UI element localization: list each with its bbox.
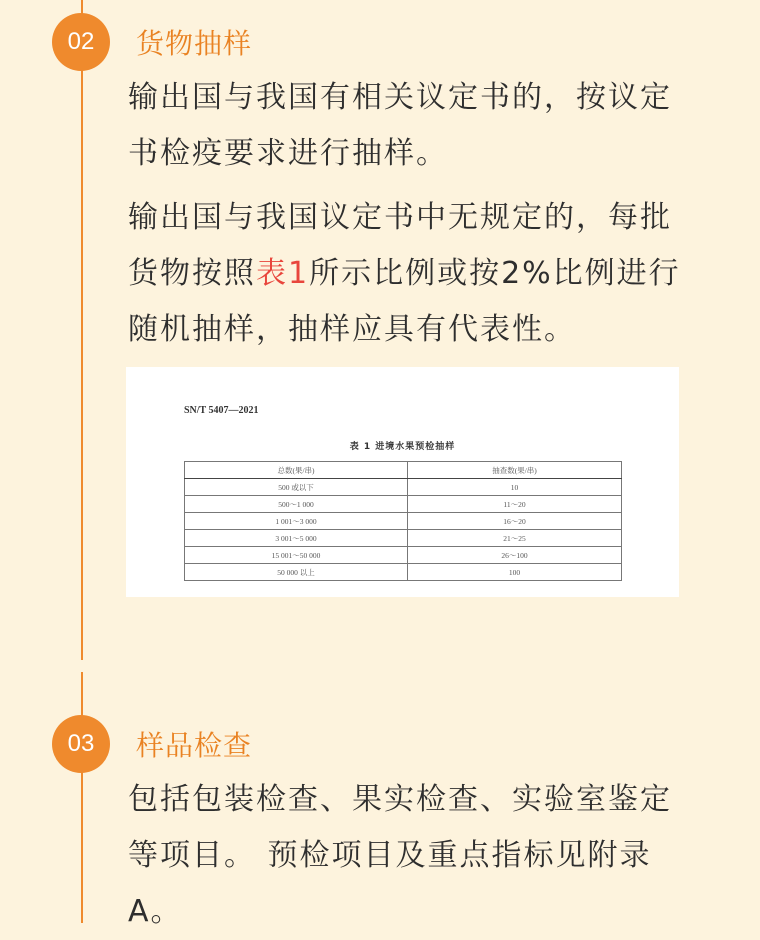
- table-cell: 15 001～50 000: [185, 547, 408, 564]
- table-cell: 1 001～3 000: [185, 513, 408, 530]
- table-cell: 26～100: [408, 547, 622, 564]
- standard-code: SN/T 5407—2021: [184, 405, 259, 416]
- table-header-row: [185, 462, 622, 479]
- table-header-cell: 总数(果/串): [185, 462, 408, 479]
- table-row: [185, 479, 622, 496]
- table-header-cell: 抽查数(果/串): [408, 462, 622, 479]
- table-cell: 10: [408, 479, 622, 496]
- table-cell: 500 或以下: [185, 479, 408, 496]
- table-row: [185, 547, 622, 564]
- paragraph: [128, 772, 688, 940]
- table-cell: 21～25: [408, 530, 622, 547]
- table-row: [185, 496, 622, 513]
- section-heading: 样品检查: [136, 729, 253, 762]
- table-row: [185, 564, 622, 581]
- table-cell: 50 000 以上: [185, 564, 408, 581]
- table-cell: 11～20: [408, 496, 622, 513]
- sampling-table: [184, 461, 622, 581]
- table-cell: 100: [408, 564, 622, 581]
- table-row: [185, 530, 622, 547]
- table-cell: 500～1 000: [185, 496, 408, 513]
- table-reference-link: 表1: [256, 256, 310, 291]
- table-row: [185, 513, 622, 530]
- paragraph: [128, 190, 688, 358]
- timeline-line: [81, 0, 83, 660]
- step-number: 03: [67, 730, 95, 757]
- table-title: 表 1 进境水果预检抽样: [349, 442, 456, 452]
- standard-document-image: [126, 367, 679, 597]
- paragraph-text: 包括包装检查、果实检查、实验室鉴定等项目。 预检项目及重点指标见附录A。: [128, 782, 672, 929]
- step-number-badge: [52, 715, 110, 773]
- paragraph-text: 输出国与我国有相关议定书的，按议定书检疫要求进行抽样。: [128, 80, 672, 171]
- section-heading: 货物抽样: [136, 27, 253, 60]
- paragraph: [128, 70, 688, 182]
- timeline-line: [81, 672, 83, 923]
- step-number-badge: [52, 13, 110, 71]
- table-cell: 3 001～5 000: [185, 530, 408, 547]
- paragraph-text: 所示比例或按2%比例进行随机抽样，抽样应具有代表性。: [128, 256, 681, 347]
- table-cell: 16～20: [408, 513, 622, 530]
- step-number: 02: [67, 28, 95, 55]
- paragraph-text: 输出国与我国议定书中无规定的，每批货物按照: [128, 200, 672, 291]
